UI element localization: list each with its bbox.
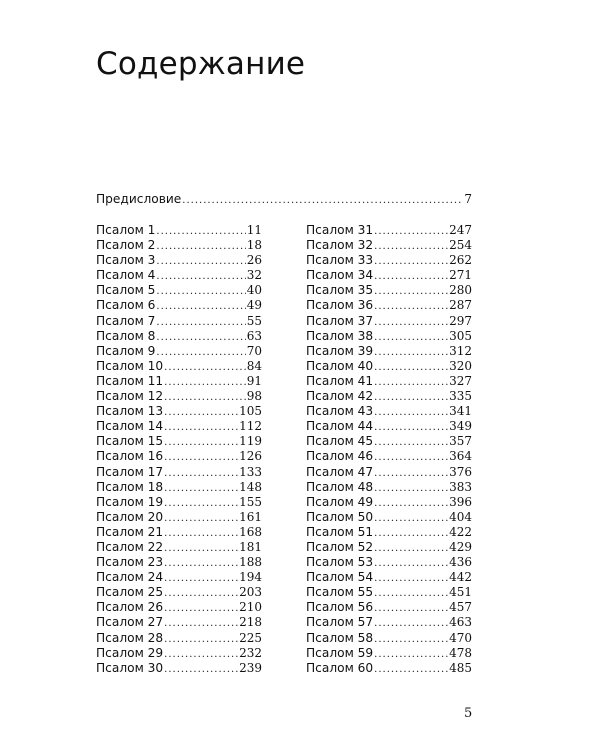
toc-entry [306, 615, 472, 630]
toc-entry [96, 495, 262, 510]
toc-entry-page: 262 [449, 253, 472, 268]
toc-entry-label: Псалом 36 [306, 298, 374, 313]
dot-leader [156, 345, 245, 359]
dot-leader [374, 541, 448, 555]
toc-entry [306, 434, 472, 449]
toc-entry-label: Псалом 44 [306, 419, 374, 434]
dot-leader [164, 405, 238, 419]
toc-entry-page: 305 [449, 328, 472, 343]
dot-leader [156, 224, 245, 238]
toc-entry-label: Псалом 47 [306, 464, 374, 479]
toc-entry-preface [96, 192, 472, 207]
toc-entry [306, 510, 472, 525]
toc-entry-label: Псалом 1 [96, 223, 156, 237]
dot-leader [374, 616, 448, 630]
toc-entry [306, 283, 472, 298]
dot-leader [374, 360, 448, 374]
dot-leader [164, 662, 238, 676]
toc-entry-page: 155 [239, 494, 262, 509]
toc-entry [96, 404, 262, 419]
toc-entry-page: 98 [246, 389, 262, 404]
dot-leader [164, 632, 238, 646]
toc-entry [96, 615, 262, 630]
toc-entry-page: 485 [449, 660, 472, 675]
toc-entry-label: Псалом 50 [306, 509, 374, 524]
toc-entry-label: Псалом 7 [96, 313, 156, 328]
toc-entry [306, 344, 472, 359]
toc-entry-label: Псалом 2 [96, 238, 156, 253]
dot-leader [164, 601, 238, 615]
toc-entry [96, 314, 262, 329]
dot-leader [374, 496, 448, 510]
toc-entry-page: 55 [246, 313, 262, 328]
toc-entry-label: Псалом 23 [96, 555, 164, 570]
dot-leader [164, 571, 238, 585]
toc-entry [96, 389, 262, 404]
toc-entry-page: 341 [449, 404, 472, 419]
dot-leader [374, 466, 448, 480]
toc-entry [96, 268, 262, 283]
dot-leader [156, 299, 245, 313]
toc-entry-label: Псалом 8 [96, 328, 156, 343]
toc-entry-label: Псалом 30 [96, 660, 164, 675]
toc-entry [306, 374, 472, 389]
toc-entry-label: Псалом 57 [306, 615, 374, 630]
toc-entry [306, 223, 472, 238]
toc-entry-label: Псалом 38 [306, 328, 374, 343]
toc-entry [96, 631, 262, 646]
dot-leader [374, 299, 448, 313]
toc-entry-label: Псалом 48 [306, 479, 374, 494]
dot-leader [156, 269, 245, 283]
toc-entry-label: Псалом 14 [96, 419, 164, 434]
toc-entry [306, 329, 472, 344]
toc-entry-page: 349 [449, 419, 472, 434]
toc-entry [306, 525, 472, 540]
toc-entry-label: Псалом 17 [96, 464, 164, 479]
toc-entry [96, 480, 262, 495]
toc-entry-page: 70 [246, 343, 262, 358]
toc-entry-label: Псалом 51 [306, 524, 374, 539]
toc-entry-label: Псалом 25 [96, 585, 164, 600]
toc-entry [96, 329, 262, 344]
dot-leader [156, 330, 245, 344]
dot-leader [164, 541, 238, 555]
dot-leader [374, 315, 448, 329]
toc-entry-label: Псалом 19 [96, 494, 164, 509]
toc-entry-page: 11 [246, 223, 262, 237]
toc-entry-page: 218 [239, 615, 262, 630]
toc-entry-label: Псалом 4 [96, 268, 156, 283]
toc-entry [96, 344, 262, 359]
toc-entry-label: Псалом 45 [306, 434, 374, 449]
toc-entry-label: Псалом 11 [96, 373, 164, 388]
toc-entry [306, 480, 472, 495]
toc-entry-label: Псалом 33 [306, 253, 374, 268]
toc-entry [306, 555, 472, 570]
dot-leader [374, 511, 448, 525]
toc-entry-label: Псалом 43 [306, 404, 374, 419]
toc-entry [96, 540, 262, 555]
dot-leader [374, 390, 448, 404]
dot-leader [164, 647, 238, 661]
toc-entry-page: 451 [449, 585, 472, 600]
toc-entry [96, 359, 262, 374]
toc-entry [306, 495, 472, 510]
dot-leader [164, 586, 238, 600]
dot-leader [374, 375, 448, 389]
toc-entry-page: 161 [239, 509, 262, 524]
toc-entry-page: 133 [239, 464, 262, 479]
dot-leader [374, 632, 448, 646]
toc-entry-label: Псалом 58 [306, 630, 374, 645]
toc-entry-label: Псалом 56 [306, 600, 374, 615]
toc-entry-label: Псалом 27 [96, 615, 164, 630]
dot-leader [374, 435, 448, 449]
toc-entry-label: Псалом 32 [306, 238, 374, 253]
toc-entry-page: 383 [449, 479, 472, 494]
toc-entry [306, 419, 472, 434]
toc-entry-label: Псалом 37 [306, 313, 374, 328]
dot-leader [374, 647, 448, 661]
toc-entry [96, 570, 262, 585]
toc-entry-label: Псалом 18 [96, 479, 164, 494]
toc-entry [306, 540, 472, 555]
toc-entry [96, 661, 262, 676]
toc-entry-page: 26 [246, 253, 262, 268]
toc-entry-label: Псалом 40 [306, 358, 374, 373]
toc-entry [96, 374, 262, 389]
dot-leader [374, 571, 448, 585]
toc-entry [306, 465, 472, 480]
toc-entry-page: 203 [239, 585, 262, 600]
toc-entry-label: Псалом 41 [306, 373, 374, 388]
dot-leader [156, 315, 245, 329]
toc-entry [306, 238, 472, 253]
toc-entry-page: 478 [449, 645, 472, 660]
toc-entry [96, 510, 262, 525]
toc-entry-page: 463 [449, 615, 472, 630]
toc-entry [96, 223, 262, 238]
toc-entry [306, 314, 472, 329]
toc-entry-page: 210 [239, 600, 262, 615]
toc-entry-page: 312 [449, 343, 472, 358]
toc-entry [96, 449, 262, 464]
dot-leader [374, 345, 448, 359]
toc-entry-label: Псалом 59 [306, 645, 374, 660]
toc-entry-page: 271 [449, 268, 472, 283]
dot-leader [156, 239, 245, 253]
toc-entry-label: Псалом 55 [306, 585, 374, 600]
toc-entry [306, 389, 472, 404]
toc-entry [96, 646, 262, 661]
toc-entry-label: Псалом 3 [96, 253, 156, 268]
toc-entry [306, 298, 472, 313]
toc-entry [306, 359, 472, 374]
dot-leader [374, 330, 448, 344]
toc-entry-page: 84 [246, 358, 262, 373]
toc-entry-page: 49 [246, 298, 262, 313]
toc-entry [306, 268, 472, 283]
toc-column-left [96, 223, 262, 676]
toc-entry-page: 232 [239, 645, 262, 660]
toc-entry-label: Псалом 6 [96, 298, 156, 313]
toc-entry [306, 600, 472, 615]
dot-leader [374, 269, 448, 283]
toc-entry-label: Псалом 42 [306, 389, 374, 404]
toc-entry-label: Псалом 29 [96, 645, 164, 660]
toc-entry-page: 148 [239, 479, 262, 494]
toc-entry-label: Псалом 49 [306, 494, 374, 509]
dot-leader [374, 662, 448, 676]
page-title: Содержание [96, 46, 306, 82]
toc-entry [96, 434, 262, 449]
toc-entry-page: 335 [449, 389, 472, 404]
toc-entry [96, 585, 262, 600]
toc-entry-page: 297 [449, 313, 472, 328]
toc-entry-label: Псалом 26 [96, 600, 164, 615]
toc-entry-label: Псалом 31 [306, 223, 374, 237]
toc-entry-page: 357 [449, 434, 472, 449]
toc-entry-page: 7 [464, 192, 472, 206]
toc-entry-page: 470 [449, 630, 472, 645]
toc-entry-label: Псалом 20 [96, 509, 164, 524]
toc-entry [306, 404, 472, 419]
toc-entry-page: 194 [239, 570, 262, 585]
toc-entry-page: 280 [449, 283, 472, 298]
dot-leader [164, 466, 238, 480]
toc-entry [96, 298, 262, 313]
toc-entry-page: 254 [449, 238, 472, 253]
toc-entry-page: 225 [239, 630, 262, 645]
page-number: 5 [464, 706, 473, 721]
dot-leader [374, 526, 448, 540]
toc-entry-label: Псалом 60 [306, 660, 374, 675]
toc-entry-page: 239 [239, 660, 262, 675]
toc-entry-page: 457 [449, 600, 472, 615]
toc-entry [96, 465, 262, 480]
dot-leader [374, 420, 448, 434]
dot-leader [374, 224, 448, 238]
toc-entry-label: Псалом 10 [96, 358, 164, 373]
toc-entry [96, 253, 262, 268]
toc-entry-label: Псалом 5 [96, 283, 156, 298]
toc-entry-page: 422 [449, 524, 472, 539]
dot-leader [164, 616, 238, 630]
toc-entry [306, 253, 472, 268]
dot-leader [374, 284, 448, 298]
dot-leader [156, 284, 245, 298]
toc-entry [96, 238, 262, 253]
toc-entry [96, 600, 262, 615]
toc-entry-page: 247 [449, 223, 472, 237]
dot-leader [374, 254, 448, 268]
toc-entry-label: Псалом 22 [96, 539, 164, 554]
dot-leader [164, 450, 238, 464]
toc-entry [306, 631, 472, 646]
toc-entry-label: Псалом 39 [306, 343, 374, 358]
toc-entry-page: 112 [239, 419, 262, 434]
dot-leader [164, 481, 238, 495]
toc-entry-label: Псалом 53 [306, 555, 374, 570]
dot-leader [164, 390, 246, 404]
toc-entry-page: 429 [449, 539, 472, 554]
toc-entry-page: 376 [449, 464, 472, 479]
toc-entry-label: Псалом 52 [306, 539, 374, 554]
toc-entry-page: 119 [239, 434, 262, 449]
dot-leader [374, 556, 448, 570]
toc-entry-page: 126 [239, 449, 262, 464]
toc-entry-page: 105 [239, 404, 262, 419]
toc-entry-label: Псалом 46 [306, 449, 374, 464]
toc-entry-label: Псалом 16 [96, 449, 164, 464]
toc-entry [96, 283, 262, 298]
toc-entry-page: 364 [449, 449, 472, 464]
toc-entry-page: 188 [239, 555, 262, 570]
toc-entry-label: Псалом 21 [96, 524, 164, 539]
dot-leader [164, 511, 238, 525]
toc-entry-page: 40 [246, 283, 262, 298]
toc-entry [96, 555, 262, 570]
toc-entry-page: 442 [449, 570, 472, 585]
dot-leader [164, 526, 238, 540]
dot-leader [164, 420, 238, 434]
dot-leader [374, 586, 448, 600]
toc-entry-label: Псалом 24 [96, 570, 164, 585]
toc-entry [306, 585, 472, 600]
dot-leader [374, 601, 448, 615]
toc-entry [96, 525, 262, 540]
dot-leader [164, 375, 246, 389]
toc-entry-page: 18 [246, 238, 262, 253]
toc-entry-page: 396 [449, 494, 472, 509]
dot-leader [374, 481, 448, 495]
toc-entry-page: 287 [449, 298, 472, 313]
dot-leader [374, 450, 448, 464]
dot-leader [164, 556, 238, 570]
toc-entry-label: Псалом 35 [306, 283, 374, 298]
toc-entry-label: Псалом 28 [96, 630, 164, 645]
toc-entry-page: 327 [449, 373, 472, 388]
toc-entry-page: 63 [246, 328, 262, 343]
toc-entry-page: 32 [246, 268, 262, 283]
dot-leader [156, 254, 245, 268]
toc-entry-label: Псалом 13 [96, 404, 164, 419]
dot-leader [182, 193, 463, 207]
toc-entry [306, 661, 472, 676]
toc-entry [306, 646, 472, 661]
toc-entry-label: Псалом 9 [96, 343, 156, 358]
toc-entry-label: Псалом 54 [306, 570, 374, 585]
toc-entry [96, 419, 262, 434]
toc-entry-page: 181 [239, 539, 262, 554]
dot-leader [374, 405, 448, 419]
toc-entry-label: Псалом 12 [96, 389, 164, 404]
dot-leader [164, 435, 238, 449]
toc-entry-page: 168 [239, 524, 262, 539]
toc-entry-label: Псалом 34 [306, 268, 374, 283]
dot-leader [374, 239, 448, 253]
toc-entry-page: 91 [246, 373, 262, 388]
toc-column-right [306, 223, 472, 676]
toc-entry [306, 449, 472, 464]
toc-entry-page: 320 [449, 358, 472, 373]
dot-leader [164, 360, 246, 374]
dot-leader [164, 496, 238, 510]
toc-entry-page: 436 [449, 555, 472, 570]
toc-entry [306, 570, 472, 585]
toc-entry-page: 404 [449, 509, 472, 524]
toc-entry-label: Псалом 15 [96, 434, 164, 449]
toc-entry-label: Предисловие [96, 192, 182, 206]
